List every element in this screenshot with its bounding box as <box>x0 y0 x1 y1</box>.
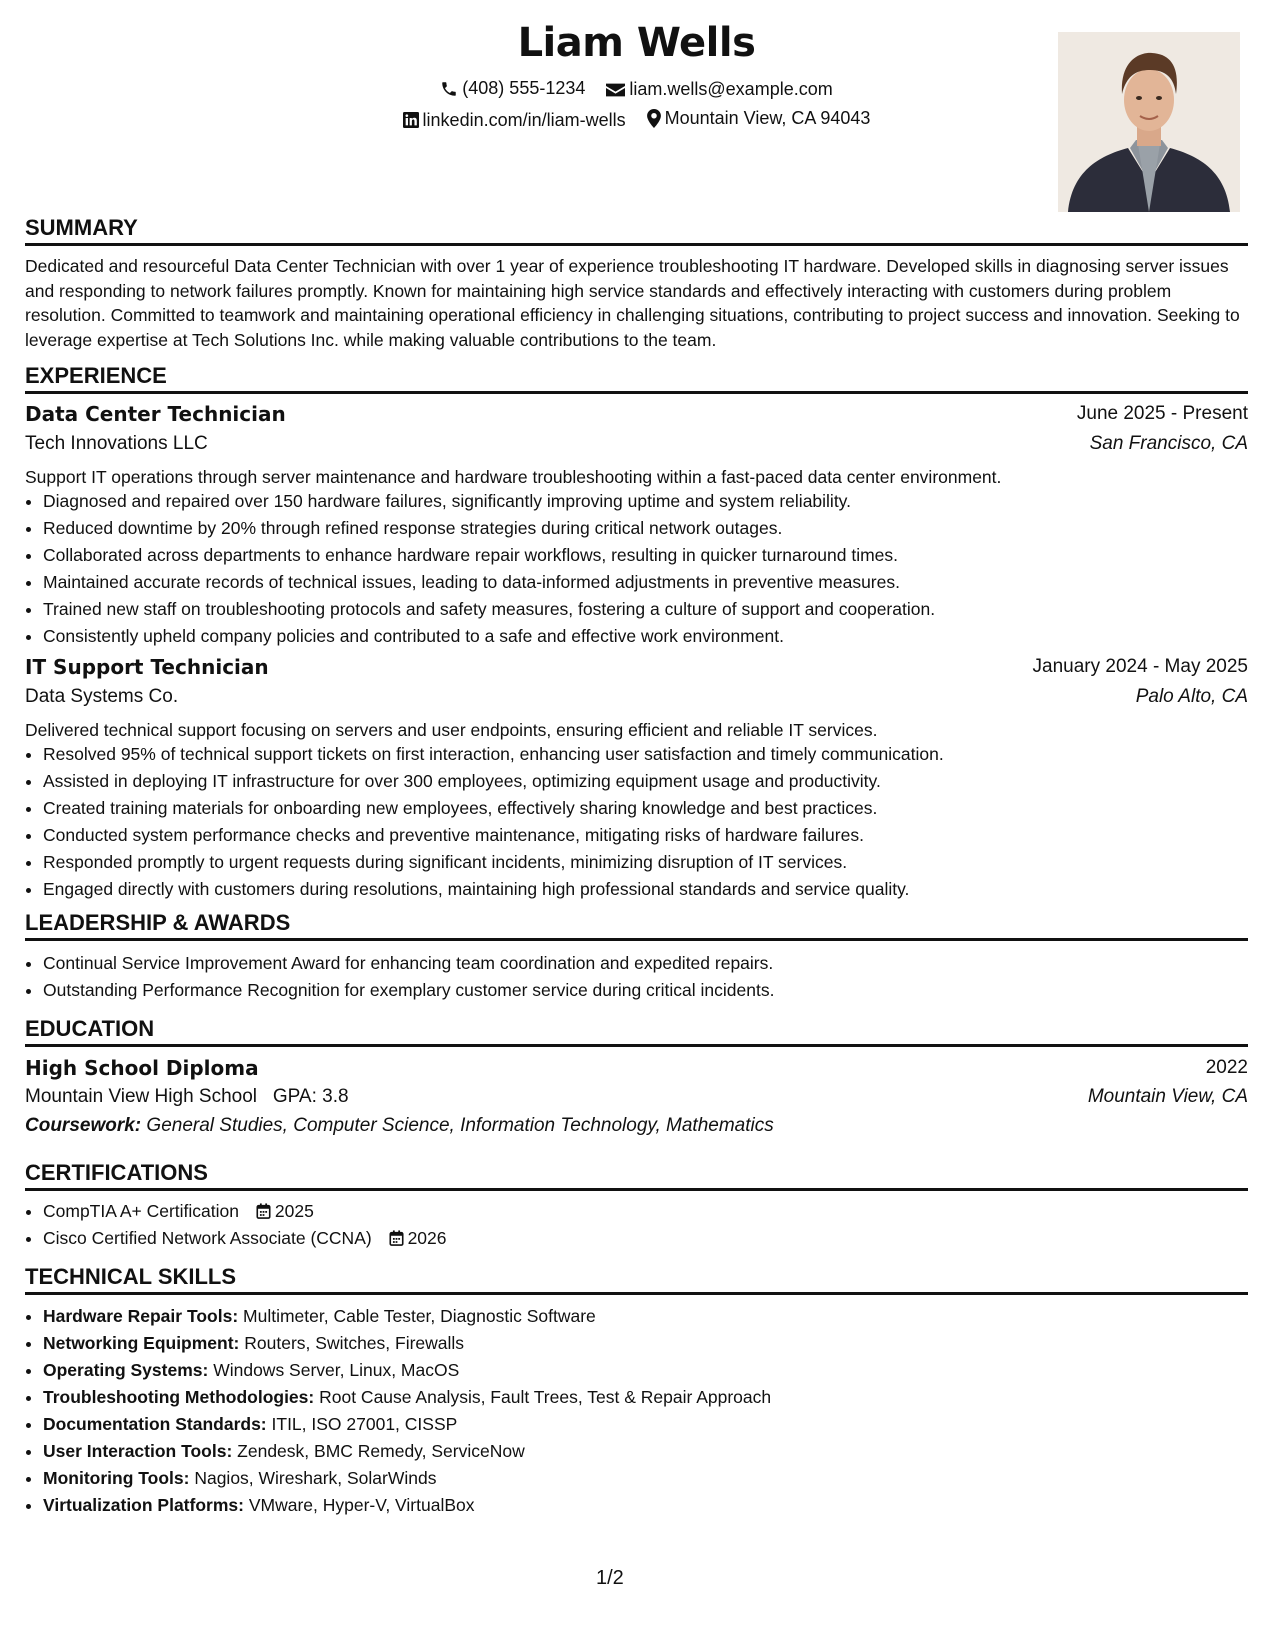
education-gpa: GPA: 3.8 <box>272 1086 349 1107</box>
section-title-summary: SUMMARY <box>25 215 1248 246</box>
certifications-list <box>25 1198 1243 1252</box>
section-title-education: EDUCATION <box>25 1016 1248 1047</box>
education-coursework <box>25 1115 774 1137</box>
skill-label: Virtualization Platforms: <box>43 1495 244 1515</box>
list-item: • Reduced downtime by 20% through refined response strategies during critical network outages. <box>43 515 1243 542</box>
list-item: • Conducted system performance checks and preventive maintenance, mitigating risks of hardware failures. <box>43 822 1243 849</box>
certification-item <box>43 1198 1243 1225</box>
list-item: • Consistently upheld company policies and contributed to a safe and effective work environment. <box>43 623 1243 650</box>
job-dates: June 2025 - Present <box>1076 403 1248 424</box>
list-item: • Maintained accurate records of technical issues, leading to data-informed adjustments in preventive measures. <box>43 569 1243 596</box>
list-item: • Outstanding Performance Recognition for exemplary customer service during critical incidents. <box>43 977 1243 1004</box>
skill-value: ITIL, ISO 27001, CISSP <box>271 1414 458 1434</box>
skill-item <box>43 1357 1243 1384</box>
skill-value: Zendesk, BMC Remedy, ServiceNow <box>237 1441 525 1461</box>
job-company: Tech Innovations LLC <box>25 433 208 454</box>
education-degree: High School Diploma <box>25 1056 259 1080</box>
skill-value: Multimeter, Cable Tester, Diagnostic Software <box>243 1306 596 1326</box>
skill-label: User Interaction Tools: <box>43 1441 233 1461</box>
education-school: Mountain View High School <box>25 1086 258 1107</box>
phone-contact <box>440 78 585 99</box>
summary-text: Dedicated and resourceful Data Center Technician with over 1 year of experience troubleshooting IT hardware. Developed skills in diagnosing server issues and responding to network failures promptly. Known for maintaining high service standards and effectively interacting with customers during problem resolution. Committed to teamwork and maintaining operational efficiency in challenging situations, contributing to project success and innovation. Seeking to leverage expertise at Tech Solutions Inc. while making valuable contributions to the team. <box>25 256 1240 350</box>
job-dates: January 2024 - May 2025 <box>1032 656 1248 677</box>
certification-name: Cisco Certified Network Associate (CCNA) <box>43 1228 372 1248</box>
skill-value: Root Cause Analysis, Fault Trees, Test & Repair Approach <box>319 1387 772 1407</box>
job-description: Support IT operations through server maintenance and hardware troubleshooting within a fast-paced data center environment. <box>25 467 1002 487</box>
phone-text: (408) 555-1234 <box>462 78 586 98</box>
list-item: • Collaborated across departments to enhance hardware repair workflows, resulting in quicker turnaround times. <box>43 542 1243 569</box>
candidate-name: Liam Wells <box>517 20 756 66</box>
job-location: Palo Alto, CA <box>1135 686 1248 707</box>
skill-item <box>43 1465 1243 1492</box>
job-title: IT Support Technician <box>25 655 269 679</box>
skill-label: Monitoring Tools: <box>43 1468 190 1488</box>
page-number: 1/2 <box>596 1567 624 1589</box>
skill-item <box>43 1492 1243 1519</box>
location-contact <box>647 108 871 129</box>
linkedin-text: linkedin.com/in/liam-wells <box>422 109 626 130</box>
email-text: liam.wells@example.com <box>629 79 833 99</box>
coursework-label: Coursework: <box>25 1115 142 1136</box>
education-location: Mountain View, CA <box>1087 1086 1248 1107</box>
location-text: Mountain View, CA 94043 <box>664 108 871 128</box>
profile-photo <box>1058 32 1240 212</box>
list-item: • Continual Service Improvement Award for enhancing team coordination and expedited repairs. <box>43 950 1243 977</box>
list-item: • Diagnosed and repaired over 150 hardware failures, significantly improving uptime and system reliability. <box>43 488 1243 515</box>
education-year: 2022 <box>1205 1057 1248 1078</box>
job-description: Delivered technical support focusing on servers and user endpoints, ensuring efficient and reliable IT services. <box>25 720 878 740</box>
job-company: Data Systems Co. <box>25 686 179 707</box>
certification-year: 2025 <box>274 1201 314 1221</box>
job-bullets <box>25 741 1243 903</box>
list-item: • Engaged directly with customers during resolutions, maintaining high professional standards and service quality. <box>43 876 1243 903</box>
resume-page <box>25 0 1248 1650</box>
skill-label: Operating Systems: <box>43 1360 209 1380</box>
skill-item <box>43 1384 1243 1411</box>
skill-item <box>43 1330 1243 1357</box>
map-pin-icon <box>647 109 661 128</box>
job-bullets <box>25 488 1243 650</box>
section-title-leadership: LEADERSHIP & AWARDS <box>25 910 1248 941</box>
skill-label: Hardware Repair Tools: <box>43 1306 239 1326</box>
skill-item <box>43 1438 1243 1465</box>
skill-value: Nagios, Wireshark, SolarWinds <box>194 1468 437 1488</box>
skill-item <box>43 1411 1243 1438</box>
leadership-list <box>25 950 1243 1004</box>
skill-value: Windows Server, Linux, MacOS <box>213 1360 460 1380</box>
phone-icon <box>440 80 458 98</box>
envelope-icon <box>606 82 625 98</box>
certification-name: CompTIA A+ Certification <box>43 1201 239 1221</box>
list-item: • Responded promptly to urgent requests during significant incidents, minimizing disruption of IT services. <box>43 849 1243 876</box>
skill-label: Troubleshooting Methodologies: <box>43 1387 315 1407</box>
section-title-certifications: CERTIFICATIONS <box>25 1160 1248 1191</box>
email-contact[interactable] <box>606 79 832 100</box>
list-item: • Created training materials for onboarding new employees, effectively sharing knowledge and best practices. <box>43 795 1243 822</box>
skill-value: VMware, Hyper-V, VirtualBox <box>248 1495 475 1515</box>
skill-label: Networking Equipment: <box>43 1333 240 1353</box>
calendar-icon <box>256 1203 271 1219</box>
skill-item <box>43 1303 1243 1330</box>
education-school-line <box>25 1086 349 1108</box>
job-location: San Francisco, CA <box>1089 433 1248 454</box>
job-title: Data Center Technician <box>25 402 286 426</box>
list-item: • Resolved 95% of technical support tickets on first interaction, enhancing user satisfaction and timely communication. <box>43 741 1243 768</box>
list-item: • Trained new staff on troubleshooting protocols and safety measures, fostering a culture of support and cooperation. <box>43 596 1243 623</box>
section-title-experience: EXPERIENCE <box>25 363 1248 394</box>
linkedin-icon <box>403 112 419 128</box>
skill-label: Documentation Standards: <box>43 1414 267 1434</box>
certification-year: 2026 <box>407 1228 447 1248</box>
section-title-skills: TECHNICAL SKILLS <box>25 1264 1248 1295</box>
skill-value: Routers, Switches, Firewalls <box>244 1333 465 1353</box>
certification-item <box>43 1225 1243 1252</box>
list-item: • Assisted in deploying IT infrastructure for over 300 employees, optimizing equipment usage and productivity. <box>43 768 1243 795</box>
calendar-icon <box>389 1230 404 1246</box>
linkedin-contact[interactable] <box>403 110 626 131</box>
skills-list <box>25 1303 1243 1519</box>
coursework-text: General Studies, Computer Science, Information Technology, Mathematics <box>146 1115 774 1136</box>
